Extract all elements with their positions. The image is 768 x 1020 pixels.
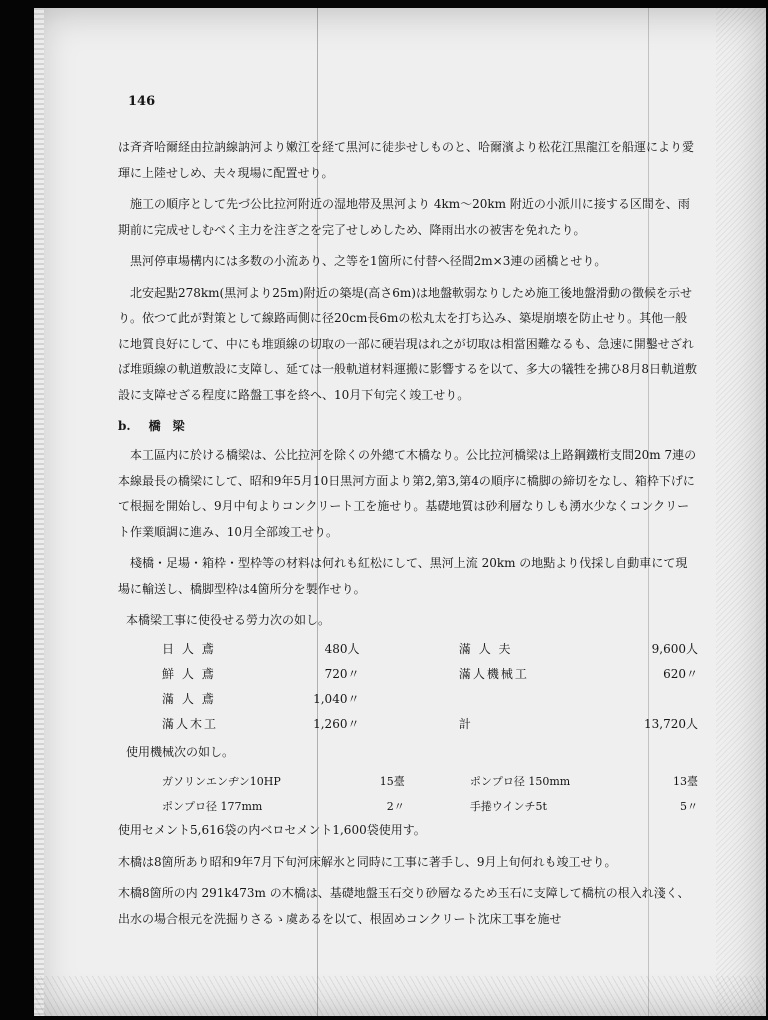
page-number: 146 <box>128 94 156 109</box>
section-label: b. <box>118 419 131 433</box>
equipment-table <box>118 768 698 818</box>
labor-name: 日 人 鳶 <box>162 642 216 656</box>
equipment-qty: 13臺 <box>673 774 698 788</box>
labor-name: 鮮 人 鳶 <box>162 667 216 681</box>
paragraph: 黒河停車場構内には多数の小流あり、之等を1箇所に付替へ径間2m×3連の函橋とせり。 <box>130 254 607 268</box>
scanned-page <box>34 8 766 1016</box>
equipment-qty: 5〃 <box>680 799 698 813</box>
labor-name <box>435 686 612 711</box>
table-row <box>118 711 698 736</box>
paragraph: 北安起點278km(黒河より25m)附近の築堤(高さ6m)は地盤軟弱なりしため施工後地盤滑動の徴候を示せり。依つて此が對策として線路両側に径20cm長6mの松丸太を打ち込み、築堤崩壊を防止せり。其他一般に地質良好にして、中にも堆頭線の切取の一部に硬岩現はれ之が切取は相當困難なるも、急速に開鑿せざれば堆頭線の軌道敷設に支障し、延ては一般軌道材料運搬に影響するを以て、多大の犠牲を拂ひ8月8日軌道敷設に支障せざる程度に路盤工事を終へ、10月下旬完く竣工せり。 <box>118 285 698 402</box>
labor-count: 1,260〃 <box>313 717 360 731</box>
page-edge-left <box>34 8 44 1016</box>
labor-name: 滿 人 鳶 <box>162 692 216 706</box>
equipment-qty: 2〃 <box>386 799 405 813</box>
section-title: 橋梁 <box>148 419 197 433</box>
labor-name: 滿人木工 <box>162 717 219 731</box>
equipment-name: ポンプロ径 150mm <box>469 774 571 788</box>
paragraph: 棧橋・足場・箱枠・型枠等の材料は何れも紅松にして、黒河上流 20km の地點より伐採し自動車にて現場に輸送し、橋脚型枠は4箇所分を製作せり。 <box>118 556 688 596</box>
labor-intro: 本橋梁工事に使役せる勞力次の如し。 <box>126 613 331 627</box>
section-heading <box>118 414 698 439</box>
labor-table <box>118 636 698 736</box>
paragraph: 木橋8箇所の内 291k473m の木橋は、基礎地盤玉石交り砂層なるため玉石に支障して橋杭の根入れ淺く、出水の場合根元を洗掘りさるゝ虞あるを以て、根固めコンクリート沈床工事を施せ <box>118 886 690 926</box>
labor-count <box>612 686 698 711</box>
labor-count: 9,600人 <box>651 642 698 656</box>
equipment-name: 手捲ウインチ5t <box>469 799 547 813</box>
page-edge-bottom <box>34 976 766 1016</box>
table-row <box>118 768 698 793</box>
labor-count: 480人 <box>324 642 360 656</box>
labor-name: 滿 人 夫 <box>458 642 513 656</box>
paragraph: 木橋は8箇所あり昭和9年7月下旬河床解氷と同時に工事に著手し、9月上旬何れも竣工せり。 <box>118 854 617 869</box>
paragraph: 使用セメント5,616袋の内ベロセメント1,600袋使用す。 <box>118 823 426 837</box>
table-row <box>118 636 698 661</box>
page-content <box>118 84 698 938</box>
paragraph: 本工區内に於ける橋梁は、公比拉河を除くの外總て木橋なり。公比拉河橋梁は上路鋼鐵桁支間20m 7連の本線最長の橋梁にして、昭和9年5月10日黒河方面より第2,第3,第4の順序に橋脚の締切をなし、箱枠下げにて根掘を開始し、9月中旬よりコンクリート工を施せり。基礎地質は砂利層なりしも湧水少なくコンクリート作業順調に進み、10月全部竣工せり。 <box>118 448 697 539</box>
equipment-qty: 15臺 <box>379 774 405 788</box>
paragraph: は斉斉哈爾経由拉訥線訥河より嫩江を経て黒河に徒歩せしものと、哈爾濱より松花江黒龍江を船運により愛琿に上陸せしめ、夫々現場に配置せり。 <box>118 140 695 180</box>
equipment-name: ポンプロ径 177mm <box>162 799 263 813</box>
paragraph: 施工の順序として先づ公比拉河附近の湿地帯及黒河より 4km〜20km 附近の小派川に接する区間を、雨期前に完成せしむべく主力を注ぎ之を完了せしめしため、降雨出水の被害を免れたり。 <box>118 197 690 237</box>
labor-count: 1,040〃 <box>313 692 360 706</box>
labor-count: 620〃 <box>663 667 698 681</box>
table-row <box>118 686 698 711</box>
table-row <box>118 661 698 686</box>
equipment-intro: 使用機械次の如し。 <box>126 745 235 759</box>
labor-total-label: 計 <box>458 717 473 731</box>
table-row <box>118 793 698 818</box>
page-edge-right <box>716 8 766 1016</box>
equipment-name: ガソリンエンヂン10HP <box>162 774 281 788</box>
labor-name: 滿人機械工 <box>458 667 529 681</box>
labor-count: 720〃 <box>324 667 360 681</box>
labor-total: 13,720人 <box>644 717 698 731</box>
